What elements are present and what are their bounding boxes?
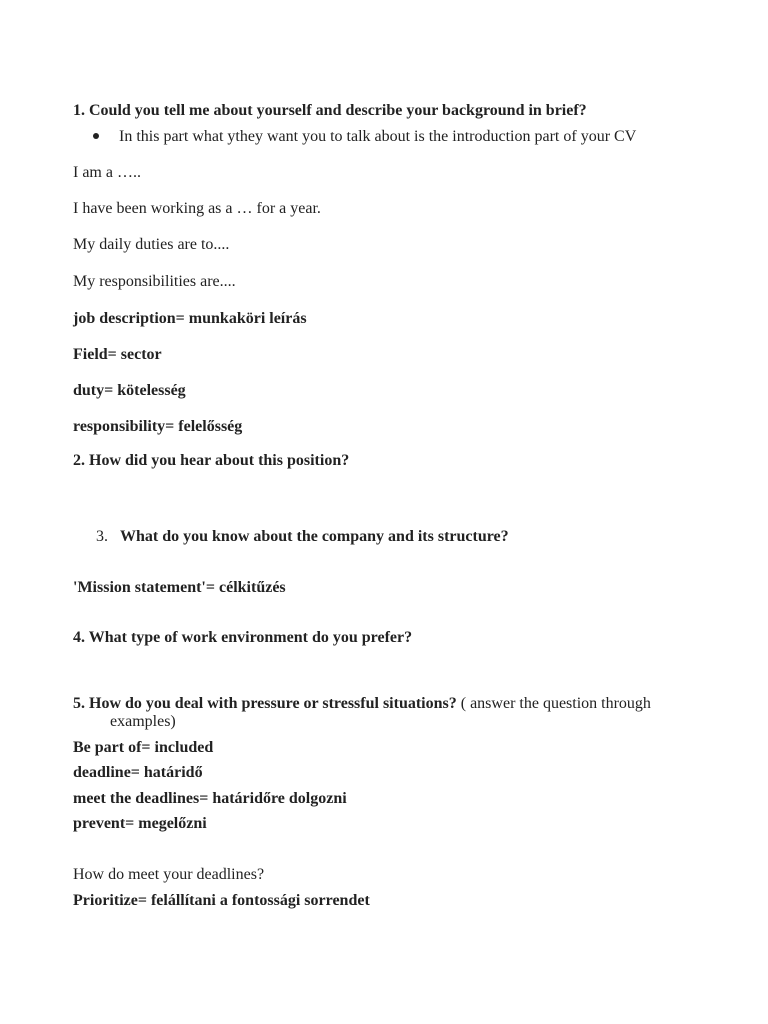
question-4: 4. What type of work environment do you prefer?: [73, 629, 413, 646]
question-3: What do you know about the company and its structure?: [120, 528, 509, 545]
vocab-deadline: deadline= határidő: [73, 764, 203, 781]
vocab-prioritize: Prioritize= felállítani a fontossági sorrendet: [73, 892, 370, 909]
bullet-icon: [93, 133, 99, 139]
vocab-duty: duty= kötelesség: [73, 382, 186, 399]
question-1-bullet: In this part what ythey want you to talk about is the introduction part of your CV: [119, 128, 637, 145]
question-5-line: [73, 694, 651, 713]
vocab-meet-deadlines: meet the deadlines= határidőre dolgozni: [73, 790, 347, 807]
vocab-field: Field= sector: [73, 346, 162, 363]
vocab-be-part-of: Be part of= included: [73, 739, 214, 756]
line-duties: My daily duties are to....: [73, 236, 230, 253]
vocab-prevent: prevent= megelőzni: [73, 815, 207, 832]
line-working: I have been working as a … for a year.: [73, 200, 321, 217]
question-5-note: ( answer the question through: [460, 695, 651, 712]
question-2: 2. How did you hear about this position?: [73, 452, 350, 469]
question-5: 5. How do you deal with pressure or stressful situations?: [73, 695, 457, 712]
line-responsibilities: My responsibilities are....: [73, 273, 236, 290]
question-5-note-continued: examples): [110, 713, 176, 730]
vocab-responsibility: responsibility= felelősség: [73, 418, 243, 435]
deadlines-question: How do meet your deadlines?: [73, 866, 265, 883]
line-i-am: I am a …..: [73, 164, 141, 181]
vocab-job-description: job description= munkaköri leírás: [73, 310, 307, 327]
question-3-number: 3.: [96, 528, 108, 545]
vocab-mission-statement: 'Mission statement'= célkitűzés: [73, 579, 286, 596]
question-1: 1. Could you tell me about yourself and describe your background in brief?: [73, 102, 587, 119]
